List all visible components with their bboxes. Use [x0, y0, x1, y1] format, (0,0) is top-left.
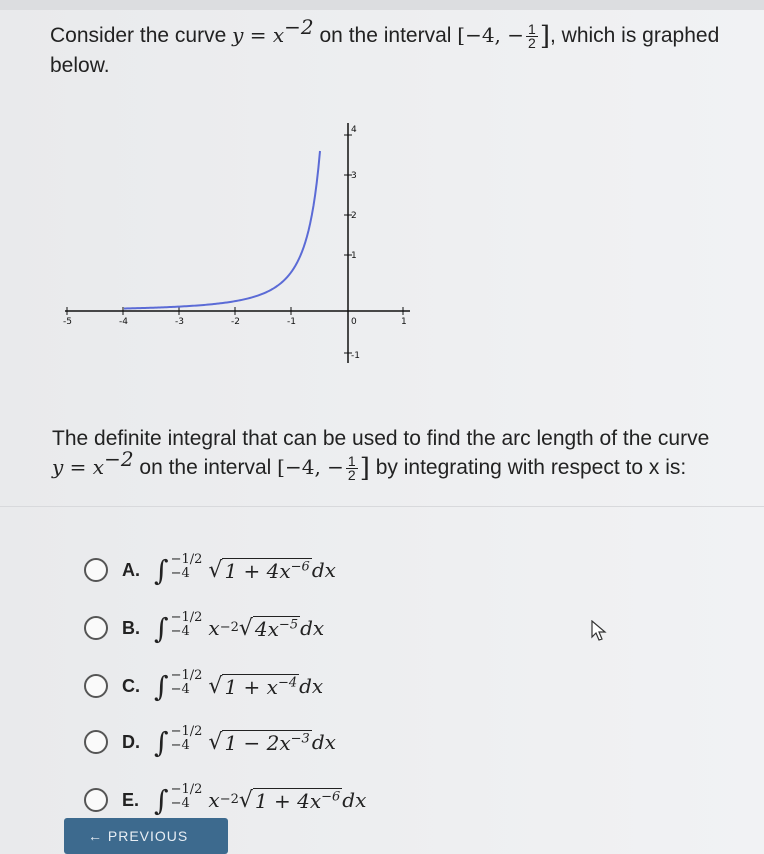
radio-a[interactable] — [84, 558, 108, 582]
curve-line — [124, 151, 320, 309]
mouse-pointer-icon — [590, 620, 608, 642]
y-tick-label: -1 — [351, 351, 360, 361]
option-expression: ∫ −1/2 −4 √ $1 - 2x^{-3}$ dx — [154, 724, 336, 759]
radio-d[interactable] — [84, 730, 108, 754]
option-b[interactable] — [84, 608, 324, 648]
curve-graph — [55, 118, 415, 378]
option-letter: C. — [122, 675, 140, 696]
divider — [0, 506, 764, 507]
radio-e[interactable] — [84, 788, 108, 812]
option-expression: ∫ −1/2 −4 x −2 √ $1 + 4x^{-6}$ dx — [154, 782, 367, 817]
prompt-text: The definite integral that can be used to find the arc length of the curve $y = x^{-2}$ on the interval [−4, − $\frac{1}{2}$ ] by integrating with respect to x is: — [52, 427, 710, 484]
x-tick-label: -4 — [119, 317, 128, 327]
option-expression: ∫ −1/2 −4 √ $1 + x^{-4}$ dx — [154, 668, 324, 703]
option-expression: ∫ −1/2 −4 x −2 √ $4x^{-5}$ dx — [154, 610, 325, 645]
x-tick-label: -1 — [287, 317, 296, 327]
option-d[interactable] — [84, 722, 336, 762]
x-tick-label: 1 — [401, 317, 407, 327]
x-tick-label: -5 — [63, 317, 72, 327]
x-tick-label: -3 — [175, 317, 184, 327]
top-divider — [0, 0, 764, 10]
y-tick-label: 3 — [351, 171, 357, 181]
question-text: Consider the curve $y = x^{-2}$ on the interval [−4, − $\frac{1}{2}$ ], which is graphed below. — [50, 15, 720, 78]
radio-c[interactable] — [84, 674, 108, 698]
option-letter: A. — [122, 559, 140, 580]
y-tick-label: 1 — [351, 251, 357, 261]
x-tick-label: -2 — [231, 317, 240, 327]
option-letter: B. — [122, 617, 140, 638]
option-expression: ∫ −1/2 −4 √ $1 + 4x^{-6}$ dx — [154, 552, 336, 587]
option-letter: E. — [122, 789, 140, 810]
y-tick-label: 2 — [351, 211, 357, 221]
previous-button[interactable]: ← PREVIOUS — [64, 818, 228, 854]
y-tick-label: 4 — [351, 125, 357, 135]
radio-b[interactable] — [84, 616, 108, 640]
x-tick-label: 0 — [351, 317, 357, 327]
option-e[interactable] — [84, 780, 366, 820]
option-letter: D. — [122, 731, 140, 752]
option-a[interactable] — [84, 550, 336, 590]
option-c[interactable] — [84, 666, 323, 706]
